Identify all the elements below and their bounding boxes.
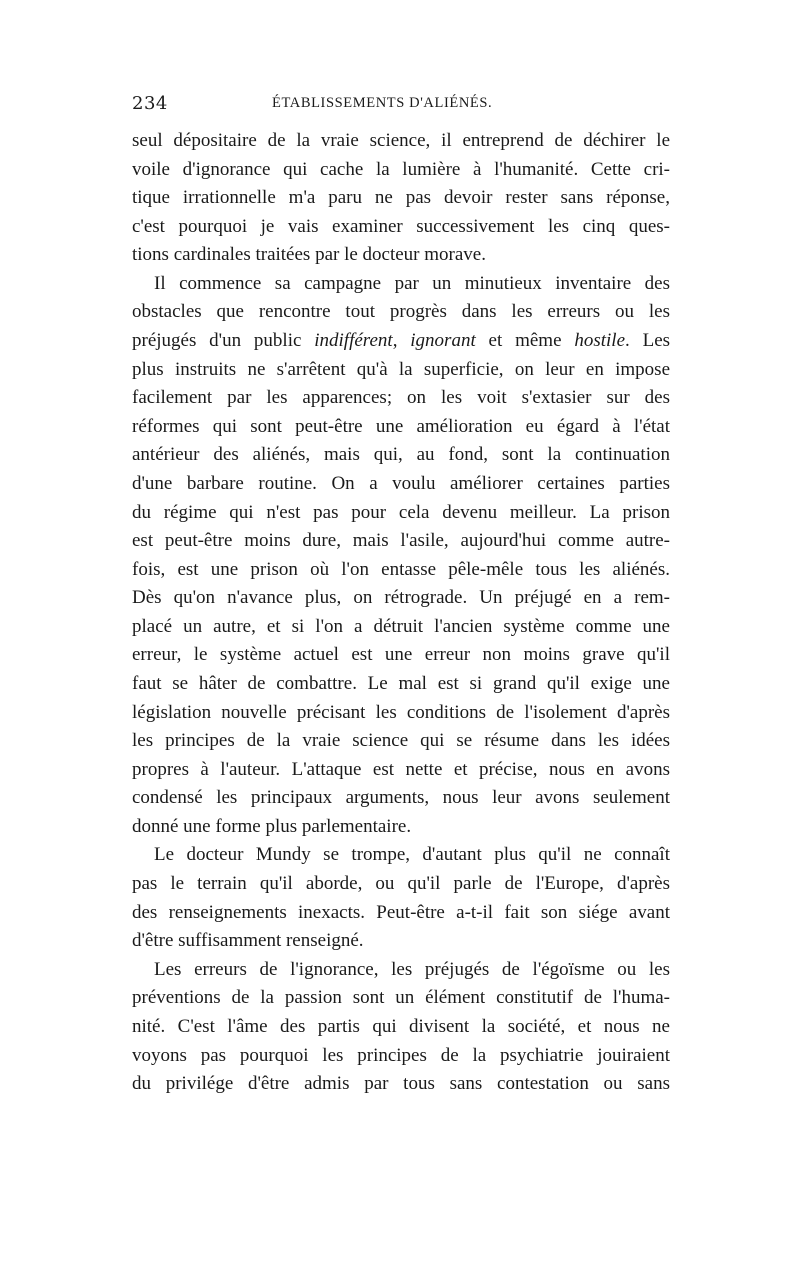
running-title: ÉTABLISSEMENTS D'ALIÉNÉS.: [272, 95, 493, 111]
paragraph-3: [132, 841, 670, 955]
text-run: . Les: [625, 330, 671, 352]
text-run: et même: [475, 330, 575, 352]
text-line: d'une barbare routine. On a voulu améliorer certaines parties: [132, 472, 670, 494]
text-line: nité. C'est l'âme des partis qui divisent la société, et nous ne: [132, 1015, 670, 1037]
paragraph-2: [132, 270, 670, 842]
paragraph-1: [132, 127, 670, 270]
running-header: [132, 93, 670, 119]
text-line: tions cardinales traitées par le docteur morave.: [132, 244, 486, 266]
text-line: Il commence sa campagne par un minutieux inventaire des: [154, 272, 670, 294]
text-line: fois, est une prison où l'on entasse pêle-mêle tous les aliénés.: [132, 558, 670, 580]
text-line: c'est pourquoi je vais examiner successivement les cinq ques-: [132, 215, 670, 237]
text-run: ,: [392, 330, 411, 352]
text-line: réformes qui sont peut-être une amélioration eu égard à l'état: [132, 415, 670, 437]
text-line: les principes de la vraie science qui se résume dans les idées: [132, 730, 670, 752]
text-line: obstacles que rencontre tout progrès dans les erreurs ou les: [132, 301, 670, 323]
text-line: tique irrationnelle m'a paru ne pas devoir rester sans réponse,: [132, 187, 670, 209]
italic-word: ignorant: [410, 330, 476, 352]
text-line: antérieur des aliénés, mais qui, au fond, sont la continuation: [132, 444, 670, 466]
text-line: erreur, le système actuel est une erreur non moins grave qu'il: [132, 644, 670, 666]
text-line: Les erreurs de l'ignorance, les préjugés de l'égoïsme ou les: [154, 958, 670, 980]
body-text: [132, 127, 670, 1099]
paragraph-4: [132, 956, 670, 1099]
text-line: du privilége d'être admis par tous sans contestation ou sans: [132, 1073, 670, 1095]
text-line: législation nouvelle précisant les conditions de l'isolement d'après: [132, 701, 670, 723]
text-line: faut se hâter de combattre. Le mal est si grand qu'il exige une: [132, 672, 670, 694]
text-line: donné une forme plus parlementaire.: [132, 815, 412, 837]
text-line: Le docteur Mundy se trompe, d'autant plus qu'il ne connaît: [154, 844, 670, 866]
text-line: pas le terrain qu'il aborde, ou qu'il parle de l'Europe, d'après: [132, 873, 670, 895]
text-line: du régime qui n'est pas pour cela devenu meilleur. La prison: [132, 501, 670, 523]
text-line: propres à l'auteur. L'attaque est nette et précise, nous en avons: [132, 758, 670, 780]
text-line: condensé les principaux arguments, nous leur avons seulement: [132, 787, 670, 809]
text-line: placé un autre, et si l'on a détruit l'ancien système comme une: [132, 615, 670, 637]
text-line: plus instruits ne s'arrêtent qu'à la superficie, on leur en impose: [132, 358, 670, 380]
text-line: Dès qu'on n'avance plus, on rétrograde. Un préjugé en a rem-: [132, 587, 670, 609]
text-line: voyons pas pourquoi les principes de la psychiatrie jouiraient: [132, 1044, 670, 1066]
text-run: préjugés d'un public: [132, 330, 315, 352]
italic-word: indifférent: [314, 330, 393, 352]
page-number: 234: [132, 93, 168, 114]
text-line: seul dépositaire de la vraie science, il entreprend de déchirer le: [132, 130, 670, 151]
text-line: des renseignements inexacts. Peut-être a-t-il fait son siége avant: [132, 901, 670, 923]
text-line: voile d'ignorance qui cache la lumière à l'humanité. Cette cri-: [132, 158, 670, 180]
text-line: d'être suffisamment renseigné.: [132, 930, 364, 952]
text-line: facilement par les apparences; on les voit s'extasier sur des: [132, 387, 670, 409]
text-line-with-italics: [132, 327, 670, 356]
text-line: préventions de la passion sont un élément constitutif de l'huma-: [132, 987, 670, 1009]
italic-word: hostile: [574, 330, 626, 352]
text-line: est peut-être moins dure, mais l'asile, aujourd'hui comme autre-: [132, 530, 670, 552]
